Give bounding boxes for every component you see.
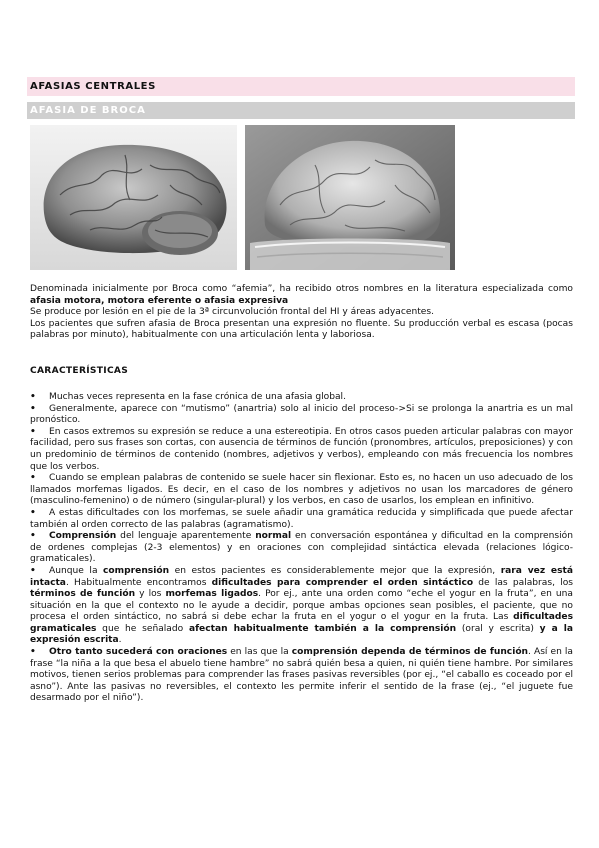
list-item: • Generalmente, aparece con “mutismo” (anartria) solo al inicio del proceso->Si se prolonga la anartria es un mal pronóstico.: [30, 403, 573, 426]
list-item: • A estas dificultades con los morfemas, se suele añadir una gramática reducida y simplificada que puede afectar también al orden correcto de las palabras (agramatismo).: [30, 507, 573, 530]
bullet-icon: •: [30, 392, 36, 402]
intro-paragraph-1: Denominada inicialmente por Broca como “afemia”, ha recibido otros nombres en la literatura especializada como afasia motora, motora eferente o afasia expresiva: [30, 284, 573, 306]
list-item: • Aunque la comprensión en estos pacientes es considerablemente mejor que la expresión, rara vez está intacta. Habitualmente encontramos dificultades para comprender el orden sintáctico de las palabras, los términos de función y los morfemas ligados. Por ej., ante una orden como “eche el yogur en la fruta”, en una situación en la que el contexto no le ayude a decidir, porque ambas opciones sean posibles, el paciente, que no procesa el orden sintáctico, no sabrá si debe echar la fruta en el yogur o el yogur en la fruta. Las dificultades gramaticales que he señalado afectan habitualmente también a la comprensión (oral y escrita) y a la expresión escrita.: [30, 565, 573, 646]
brain-photo-jar: [245, 125, 455, 270]
bullet-icon: •: [30, 647, 36, 658]
bullet-icon: •: [30, 531, 36, 542]
list-item: • Otro tanto sucederá con oraciones en las que la comprensión dependa de términos de función. Así en la frase “la niña a la que besa el abuelo tiene hambre” no sabrá quién besa a quien, ni quién tiene hambre. Por similares motivos, tienen serios problemas para comprender las frases pasivas reversibles (por ej., “el caballo es coceado por el asno”). Ante las pasivas no reversibles, el contexto les permite inferir el sentido de la frase (ej., “el juguete fue desarmado por el niño”).: [30, 647, 573, 704]
bullet-icon: •: [30, 473, 36, 484]
intro-text: [30, 284, 573, 342]
characteristics-list: [30, 392, 573, 705]
intro-paragraph-2: Se produce por lesión en el pie de la 3ª circunvolución frontal del HI y áreas adyacentes.: [30, 307, 434, 318]
list-item: • Muchas veces representa en la fase crónica de una afasia global.: [30, 392, 346, 402]
section-title: AFASIAS CENTRALES: [27, 77, 575, 96]
characteristics-title: CARACTERÍSTICAS: [30, 366, 129, 376]
bullet-icon: •: [30, 426, 36, 437]
intro-paragraph-3: Los pacientes que sufren afasia de Broca presentan una expresión no fluente. Su producción verbal es escasa (pocas palabras por minuto), habitualmente con una articulación lenta y laboriosa.: [30, 318, 573, 341]
subsection-title: AFASIA DE BROCA: [27, 102, 575, 119]
list-item: • En casos extremos su expresión se reduce a una estereotipia. En otros casos pueden articular palabras con mayor facilidad, pero sus frases son cortas, con ausencia de términos de función (pronombres, artículos, preposiciones) y con un predominio de términos de contenido (nombres, adjetivos y verbos), empleando con más frecuencia los nombres que los verbos.: [30, 426, 573, 472]
bullet-icon: •: [30, 403, 36, 414]
brain-photo-lateral: [30, 125, 237, 270]
bullet-icon: •: [30, 565, 36, 576]
list-item: • Comprensión del lenguaje aparentemente normal en conversación espontánea y dificultad en la comprensión de ordenes complejas (2-3 elementos) y en oraciones con complejidad sintáctica elevada (relaciones lógico-gramaticales).: [30, 531, 573, 565]
list-item: • Cuando se emplean palabras de contenido se suele hacer sin flexionar. Esto es, no hacen un uso adecuado de los llamados morfemas ligados. Es decir, en el caso de los nombres y adjetivos no usan los marcadores de género (masculino-femenino) o de número (singular-plural) y los verbos, en caso de usarlos, los emplean en infinitivo.: [30, 473, 573, 507]
bullet-icon: •: [30, 507, 36, 518]
